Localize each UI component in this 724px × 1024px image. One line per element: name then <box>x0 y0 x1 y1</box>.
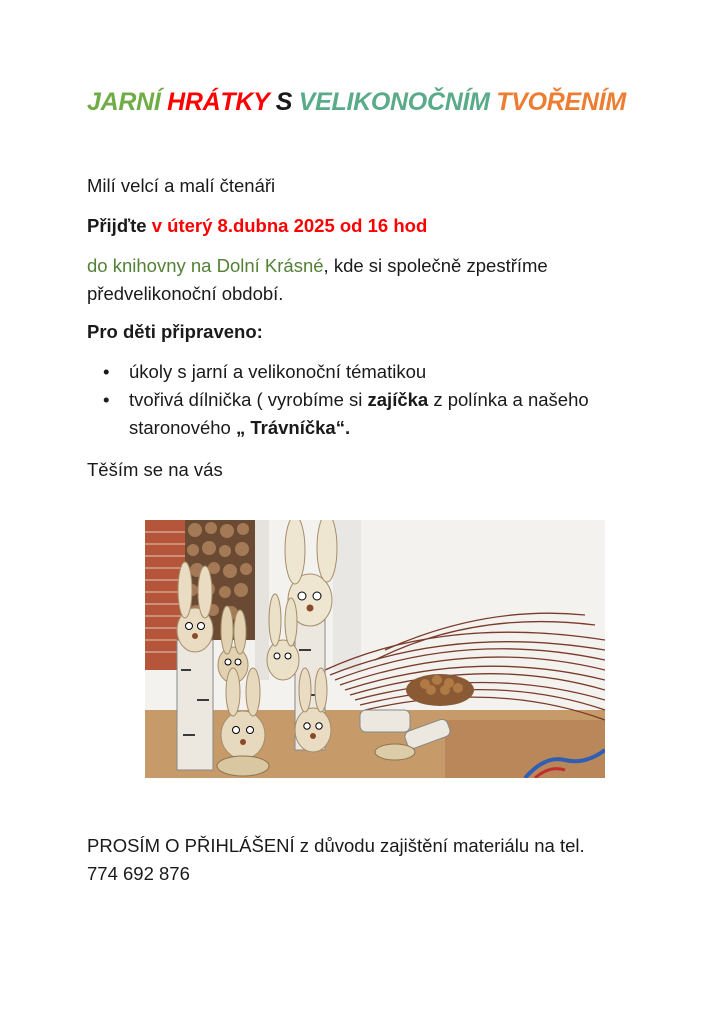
page-title <box>87 88 626 117</box>
phone-number: 774 692 876 <box>87 863 190 884</box>
venue-text: , kde si společně zpestříme <box>323 255 548 276</box>
title-word-jarni: JARNÍ <box>87 88 161 116</box>
invitation <box>87 212 427 240</box>
registration-text: PROSÍM O PŘIHLÁŠENÍ z důvodu zajištění materiálu na tel. <box>87 835 585 856</box>
list-item-text: z polínka a našeho <box>428 389 589 410</box>
list-item-text: staronového <box>129 417 236 438</box>
list-item <box>87 358 589 386</box>
registration-note <box>87 832 585 888</box>
greeting: Milí velcí a malí čtenáři <box>87 175 276 196</box>
program-heading: Pro děti připraveno: <box>87 321 263 342</box>
title-word-tvorenim: TVOŘENÍM <box>496 88 626 116</box>
bullet-icon: • <box>103 389 110 410</box>
title-word-s: S <box>275 88 293 116</box>
venue-text-line2: předvelikonoční období. <box>87 283 284 304</box>
event-date: v úterý 8.dubna 2025 od 16 hod <box>151 215 428 236</box>
venue-paragraph <box>87 252 548 308</box>
bullet-icon: • <box>103 361 110 382</box>
list-item-text: úkoly s jarní a velikonoční tématikou <box>129 361 427 382</box>
easter-bunny-crafts-photo <box>145 520 605 778</box>
title-word-hratky: HRÁTKY <box>167 88 270 116</box>
program-list <box>87 358 589 442</box>
list-item-text: tvořivá dílnička ( vyrobíme si <box>129 389 368 410</box>
list-item <box>87 386 589 442</box>
invitation-lead: Přijďte <box>87 215 147 236</box>
photo-illustration <box>145 520 605 778</box>
list-item-bold-travnicek: „ Trávníčka“. <box>235 417 351 438</box>
title-word-velikonocnim: VELIKONOČNÍM <box>298 88 490 116</box>
list-item-bold-bunny: zajíčka <box>367 389 429 410</box>
closing-text: Těším se na vás <box>87 459 223 480</box>
venue-name: do knihovny na Dolní Krásné <box>87 255 324 276</box>
